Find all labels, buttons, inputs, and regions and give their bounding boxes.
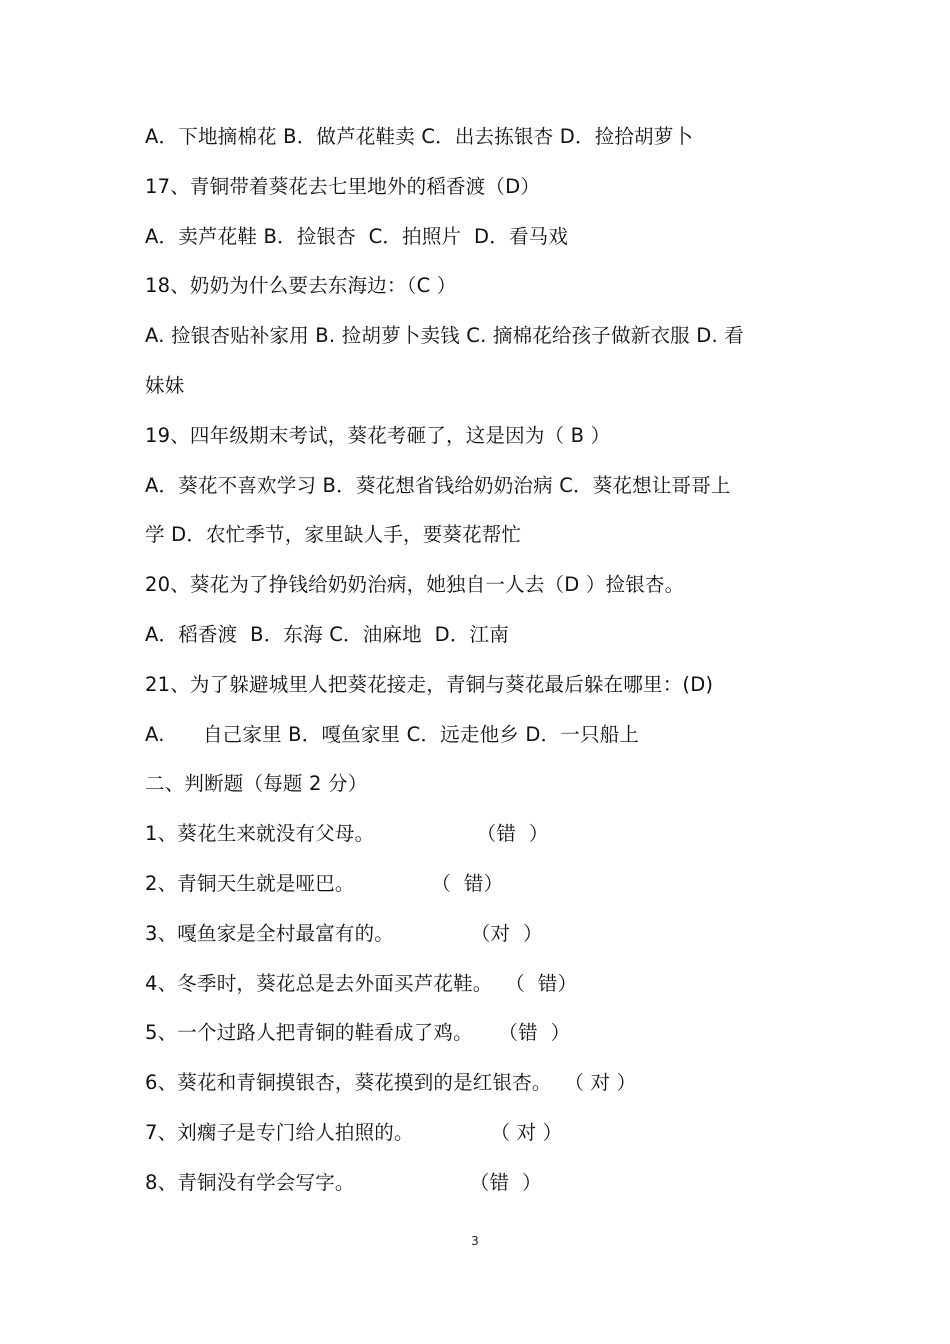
option-line-19: A．葵花不喜欢学习 B．葵花想省钱给奶奶治病 C．葵花想让哥哥上 (145, 473, 731, 497)
page-content (145, 112, 815, 1208)
true-false-item-7: 7、刘瘸子是专门给人拍照的。 （ 对 ） (145, 1120, 563, 1144)
true-false-item-6: 6、葵花和青铜摸银杏，葵花摸到的是红银杏。 （ 对 ） (145, 1071, 637, 1095)
true-false-item-5: 5、一个过路人把青铜的鞋看成了鸡。 （错 ） (145, 1021, 571, 1045)
option-line-18: A. 捡银杏贴补家用 B. 捡胡萝卜卖钱 C. 摘棉花给孩子做新衣服 D. 看 (145, 324, 744, 348)
option-line-20: A．稻香渡 B．东海 C．油麻地 D．江南 (145, 622, 509, 646)
section-heading-true-false: 二、判断题（每题 2 分） (145, 772, 368, 796)
question-18: 18、奶奶为什么要去东海边：（C ） (145, 274, 457, 298)
option-line-19-continued: 学 D．农忙季节，家里缺人手，要葵花帮忙 (145, 523, 522, 547)
question-19: 19、四年级期末考试，葵花考砸了，这是因为（ B ） (145, 423, 611, 447)
true-false-item-4: 4、冬季时，葵花总是去外面买芦花鞋。 （ 错） (145, 971, 578, 995)
true-false-item-2: 2、青铜天生就是哑巴。 （ 错） (145, 871, 504, 895)
true-false-item-8: 8、青铜没有学会写字。 （错 ） (145, 1170, 542, 1194)
option-line-21: A. 自己家里 B．嘎鱼家里 C．远走他乡 D．一只船上 (145, 722, 640, 746)
option-line-16: A．下地摘棉花 B．做芦花鞋卖 C．出去拣银杏 D．捡拾胡萝卜 (145, 125, 694, 148)
true-false-item-1: 1、葵花生来就没有父母。 （错 ） (145, 822, 549, 846)
option-line-18-continued: 妹妹 (145, 373, 185, 397)
true-false-item-3: 3、嘎鱼家是全村最富有的。 （对 ） (145, 921, 543, 945)
question-21: 21、为了躲避城里人把葵花接走，青铜与葵花最后躲在哪里：(D) (145, 672, 714, 696)
question-20: 20、葵花为了挣钱给奶奶治病，她独自一人去（D ）捡银杏。 (145, 573, 685, 597)
page-number: 3 (471, 1234, 479, 1248)
question-17: 17、青铜带着葵花去七里地外的稻香渡（D） (145, 174, 541, 198)
option-line-17: A．卖芦花鞋 B．捡银杏 C．拍照片 D．看马戏 (145, 224, 569, 248)
